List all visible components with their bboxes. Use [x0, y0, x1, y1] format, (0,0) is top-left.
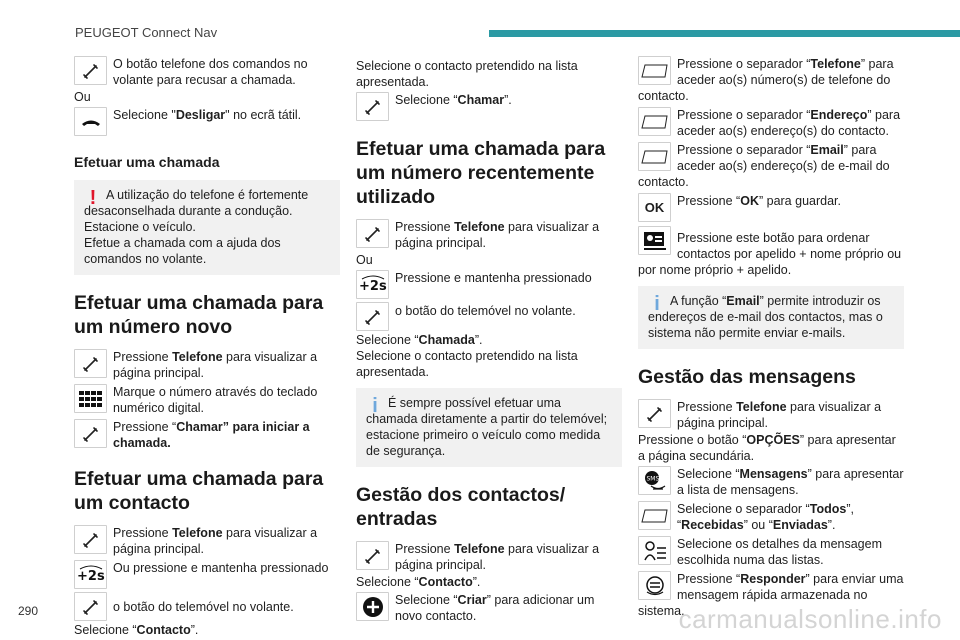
page-header-title: PEUGEOT Connect Nav: [75, 25, 218, 40]
step-reject-call: [74, 54, 340, 88]
warning-note: ! A utilização do telefone é fortemente desaconselhada durante a condução. Estacione o veículo. Efetue a chamada com a ajuda dos comandos no volante.: [74, 180, 340, 275]
phone-handset-icon: [74, 525, 107, 554]
tab-icon: [638, 142, 671, 171]
phone-handset-icon: [356, 541, 389, 570]
step-create-contact: Selecione “Criar” para adicionar um novo contacto.: [356, 590, 622, 624]
heading-contacts-management: Gestão dos contactos/ entradas: [356, 484, 566, 530]
step-press-call: Pressione “Chamar” para iniciar a chamada.: [74, 417, 340, 451]
step-tab-address: Pressione o separador “Endereço” para aceder ao(s) endereço(s) do contacto.: [638, 105, 904, 139]
phone-handset-icon: [74, 592, 107, 621]
info-icon: i: [654, 293, 660, 315]
hang-up-icon: [74, 107, 107, 136]
phone-handset-icon: [74, 419, 107, 448]
step-long-press: +2s Pressione e mantenha pressionado: [356, 268, 622, 299]
message-details-icon: [638, 536, 671, 565]
heading-new-number: Efetuar uma chamada para um número novo: [74, 292, 324, 338]
heading-call-contact: Efetuar uma chamada para um contacto: [74, 468, 324, 514]
phone-handset-icon: [638, 399, 671, 428]
phone-handset-icon: [356, 219, 389, 248]
heading-messages: Gestão das mensagens: [638, 366, 856, 388]
step-steering-button: o botão do telemóvel no volante.: [74, 590, 340, 621]
step-select-call: Selecione “Chamar”.: [356, 90, 622, 121]
step-hangup: [74, 105, 340, 136]
step-press-phone: Pressione Telefone para visualizar a página principal.: [74, 523, 340, 557]
step-sort: Pressione este botão para ordenar contactos por apelido + nome próprio ou por nome próprio + apelido.: [638, 224, 904, 278]
keypad-icon: [74, 384, 107, 413]
svg-text:+2s: +2s: [358, 278, 387, 294]
heading-recent-number: Efetuar uma chamada para um número recentemente utilizado: [356, 138, 606, 208]
step-messages: SMS Selecione “Mensagens” para apresentar a lista de mensagens.: [638, 464, 904, 498]
warning-icon: !: [89, 187, 97, 209]
reply-message-icon: [638, 571, 671, 600]
ok-button-icon: OK: [638, 193, 671, 222]
info-icon: i: [372, 395, 378, 417]
step-tab-email: Pressione o separador “Email” para aceder ao(s) endereço(s) de e-mail do contacto.: [638, 143, 890, 189]
step-text: Selecione "Desligar" no ecrã tátil.: [113, 108, 302, 122]
svg-text:+2s: +2s: [76, 568, 105, 584]
phone-handset-icon: [74, 349, 107, 378]
step-message-details: Selecione os detalhes da mensagem escolhida numa das listas.: [638, 534, 904, 568]
heading-make-call: Efetuar uma chamada: [74, 154, 220, 170]
step-reply: Pressione “Responder” para enviar uma mensagem rápida armazenada no sistema.: [638, 572, 904, 618]
step-ok: OK Pressione “OK” para guardar.: [638, 191, 904, 222]
or-text: Ou: [74, 90, 91, 104]
info-note: i A função “Email” permite introduzir os endereços de e-mail dos contactos, mas o sistema não permite enviar e-mails.: [638, 286, 904, 349]
step-text: O botão telefone dos comandos no volante para recusar a chamada.: [113, 57, 308, 87]
hold-two-seconds-icon: [356, 270, 389, 299]
phone-handset-icon: [356, 302, 389, 331]
sms-icon: [638, 466, 671, 495]
column-2: Selecione o contacto pretendido na lista apresentada. Selecione “Chamar”. Efetuar uma chamada para um número recentemente utilizado Pressione Telefone para visualizar a página principal. Ou +2s Pressione e mantenha pressionado o botão do telemóvel no volante. Selecione “Chamada”. Selecione o contacto pretendido na lista apresentada. i É sempre possível efetuar uma chamada diretamente a partir do telemóvel; estacione primeiro o veículo como medida de segurança. Gestão dos contactos/ entradas Pressione Telefone para visualizar a página principal. Selecione “Contacto”. Selecione “Criar” para adicionar um novo contacto.: [356, 54, 622, 625]
step-dial-keypad: Marque o número através do teclado numérico digital.: [74, 382, 340, 416]
tab-icon: [638, 107, 671, 136]
column-3: Pressione o separador “Telefone” para aceder ao(s) número(s) de telefone do contacto. Pressione o separador “Endereço” para aceder ao(s) endereço(s) do contacto. Pressione o separador “Email” para aceder ao(s) endereço(s) de e-mail do contacto. OK Pressione “OK” para guardar. Pressione este botão para ordenar contactos por apelido + nome próprio ou por nome próprio + apelido. i A função “Email” permite introduzir os endereços de e-mail dos contactos, mas o sistema não permite enviar e-mails. Gestão das mensagens Pressione Telefone para visualizar a página principal. Pressione o botão “OPÇÕES” para apresentar a página secundária. SMS Selecione “Mensagens” para apresentar a lista de mensagens. Selecione o separador “Todos”, “Recebidas” ou “Enviadas”. Selecione os detalhes da mensagem escolhida numa das listas. Pressione “Responder” para enviar uma mensagem rápida armazenada no sistema.: [638, 54, 904, 620]
step-press-phone: Pressione Telefone para visualizar a página principal.: [74, 347, 340, 381]
sort-contacts-icon: [638, 226, 671, 255]
step-long-press: +2s Ou pressione e mantenha pressionado: [74, 558, 340, 589]
add-circle-icon: [356, 592, 389, 621]
column-1: O botão telefone dos comandos no volante para recusar a chamada. Ou Selecione "Desligar" no ecrã tátil. Efetuar uma chamada ! A utilização do telefone é fortemente desaconselhada durante a condução. Estacione o veículo. Efetue a chamada com a ajuda dos comandos no volante. Efetuar uma chamada para um número novo Pressione Telefone para visualizar a página principal. Marque o número através do teclado numérico digital. Pressione “Chamar” para iniciar a chamada. Efetuar uma chamada para um contacto Pressione Telefone para visualizar a página principal. +2s Ou pressione e mantenha pressionado o botão do telemóvel no volante. Selecione “Contacto”.: [74, 54, 340, 638]
step-press-phone: Pressione Telefone para visualizar a página principal.: [638, 397, 904, 431]
svg-text:SMS: SMS: [646, 475, 659, 482]
hold-two-seconds-icon: [74, 560, 107, 589]
info-note: i É sempre possível efetuar uma chamada diretamente a partir do telemóvel; estacione primeiro o veículo como medida de segurança.: [356, 388, 622, 467]
tab-icon: [638, 501, 671, 530]
step-steering-button: o botão do telemóvel no volante.: [356, 300, 622, 331]
step-press-phone: Pressione Telefone para visualizar a página principal.: [356, 539, 622, 573]
tab-icon: [638, 56, 671, 85]
header-accent-bar: [489, 30, 960, 37]
step-tab-filters: Selecione o separador “Todos”, “Recebidas” ou “Enviadas”.: [638, 499, 904, 533]
step-tab-phone: Pressione o separador “Telefone” para aceder ao(s) número(s) de telefone do contacto.: [638, 57, 894, 103]
phone-handset-icon: [356, 92, 389, 121]
step-press-phone: Pressione Telefone para visualizar a página principal.: [356, 217, 622, 251]
page-number: 290: [18, 604, 39, 618]
phone-handset-icon: [74, 56, 107, 85]
watermark: carmanualsonline.info: [678, 604, 942, 634]
